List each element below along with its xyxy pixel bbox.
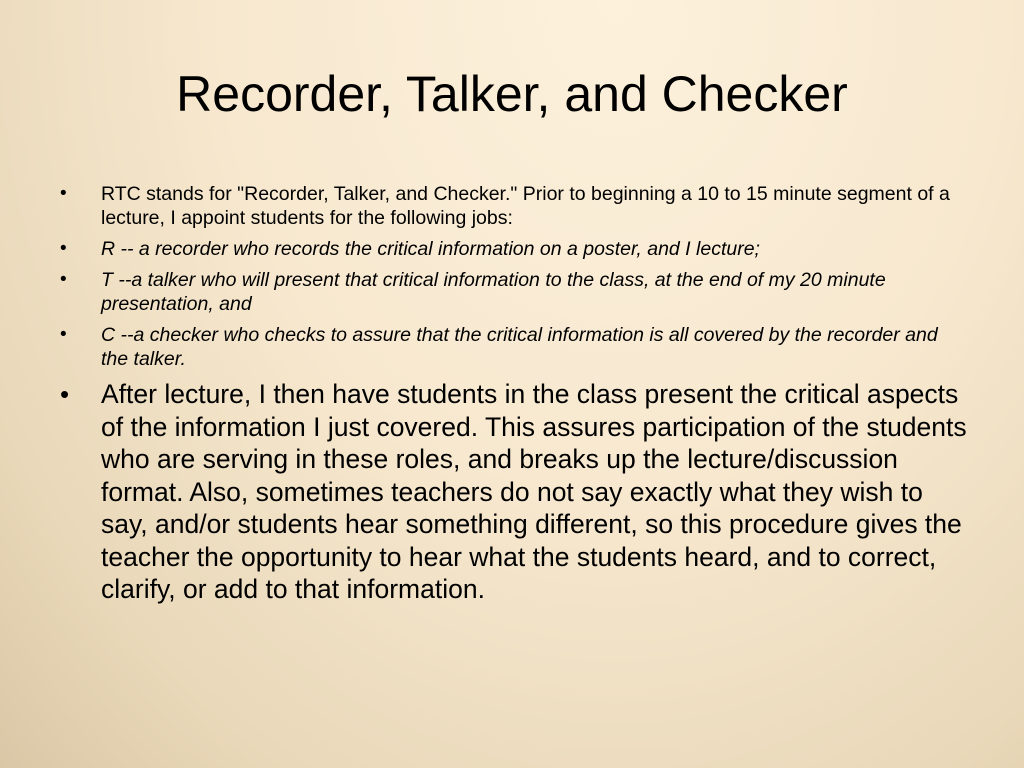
slide-title: Recorder, Talker, and Checker bbox=[176, 66, 848, 122]
bullet-icon: • bbox=[60, 324, 67, 345]
bullet-text: T --a talker who will present that critical information to the class, at the end of my 20 minute presentation, and bbox=[101, 269, 886, 315]
bullet-icon: • bbox=[60, 183, 67, 204]
bullet-icon: • bbox=[60, 238, 67, 259]
bullet-list bbox=[60, 182, 970, 606]
bullet-text: C --a checker who checks to assure that the critical information is all covered by the recorder and the talker. bbox=[101, 324, 938, 370]
list-item bbox=[60, 323, 970, 371]
list-item bbox=[60, 182, 970, 230]
list-item bbox=[60, 378, 970, 606]
bullet-icon: • bbox=[60, 379, 70, 409]
list-item bbox=[60, 268, 970, 316]
bullet-icon: • bbox=[60, 269, 67, 290]
bullet-text: After lecture, I then have students in the class present the critical aspects of the information I just covered. This assures participation of the students who are serving in these roles, and breaks up the lecture/discussion format. Also, sometimes teachers do not say exactly what they wish to say, and/or students hear something different, so this procedure gives the teacher the opportunity to hear what the students heard, and to correct, clarify, or add to that information. bbox=[101, 379, 967, 604]
bullet-text: R -- a recorder who records the critical information on a poster, and I lecture; bbox=[101, 238, 760, 260]
list-item bbox=[60, 237, 970, 261]
bullet-text: RTC stands for "Recorder, Talker, and Checker." Prior to beginning a 10 to 15 minute segment of a lecture, I appoint students for the following jobs: bbox=[101, 183, 950, 229]
